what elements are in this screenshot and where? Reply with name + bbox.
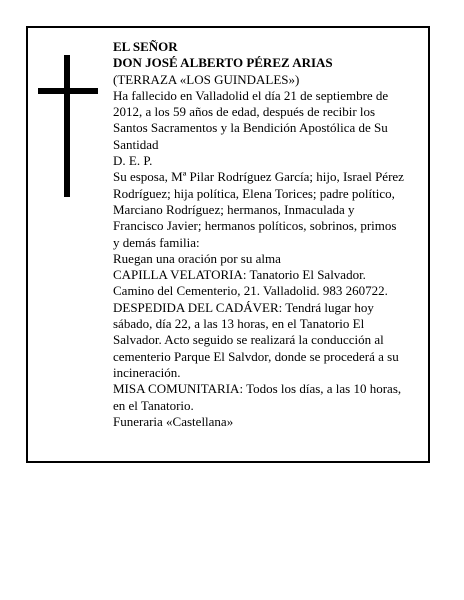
rip-line: D. E. P. bbox=[113, 153, 153, 169]
farewell-line: Salvador. Acto seguido se realizará la conducción al bbox=[113, 332, 384, 348]
family-line: Marciano Rodríguez; hermanos, Inmaculada y bbox=[113, 201, 355, 217]
farewell-line: incineración. bbox=[113, 364, 181, 380]
family-line: y demás familia: bbox=[113, 234, 200, 250]
deceased-name: DON JOSÉ ALBERTO PÉREZ ARIAS bbox=[113, 55, 333, 71]
family-line: Su esposa, Mª Pilar Rodríguez García; hijo, Israel Pérez bbox=[113, 169, 404, 185]
cross-vertical-bar bbox=[64, 55, 70, 197]
family-line: Francisco Javier; hermanos políticos, sobrinos, primos bbox=[113, 218, 397, 234]
farewell-line: sábado, día 22, a las 13 horas, en el Tanatorio El bbox=[113, 316, 365, 332]
death-line: Santos Sacramentos y la Bendición Apostólica de Su bbox=[113, 120, 388, 136]
obituary-text bbox=[113, 39, 425, 430]
chapel-line: CAPILLA VELATORIA: Tanatorio El Salvador. bbox=[113, 267, 366, 283]
mass-line: MISA COMUNITARIA: Todos los días, a las 10 horas, bbox=[113, 381, 402, 397]
cross-icon bbox=[38, 55, 98, 197]
death-line: Santidad bbox=[113, 136, 159, 152]
funeral-home-line: Funeraria «Castellana» bbox=[113, 413, 234, 429]
mass-line: en el Tanatorio. bbox=[113, 397, 194, 413]
farewell-line: cementerio Parque El Salvdor, donde se procederá a su bbox=[113, 348, 399, 364]
prayer-line: Ruegan una oración por su alma bbox=[113, 250, 281, 266]
farewell-line: DESPEDIDA DEL CADÁVER: Tendrá lugar hoy bbox=[113, 299, 374, 315]
heading-el-senor: EL SEÑOR bbox=[113, 39, 178, 54]
family-line: Rodríguez; hija política, Elena Torices; padre político, bbox=[113, 185, 395, 201]
deceased-nickname: (TERRAZA «LOS GUINDALES») bbox=[113, 71, 300, 87]
death-line: 2012, a los 59 años de edad, después de recibir los bbox=[113, 104, 376, 120]
cross-horizontal-bar bbox=[38, 88, 98, 94]
death-line: Ha fallecido en Valladolid el día 21 de septiembre de bbox=[113, 87, 389, 103]
chapel-line: Camino del Cementerio, 21. Valladolid. 983 260722. bbox=[113, 283, 388, 299]
